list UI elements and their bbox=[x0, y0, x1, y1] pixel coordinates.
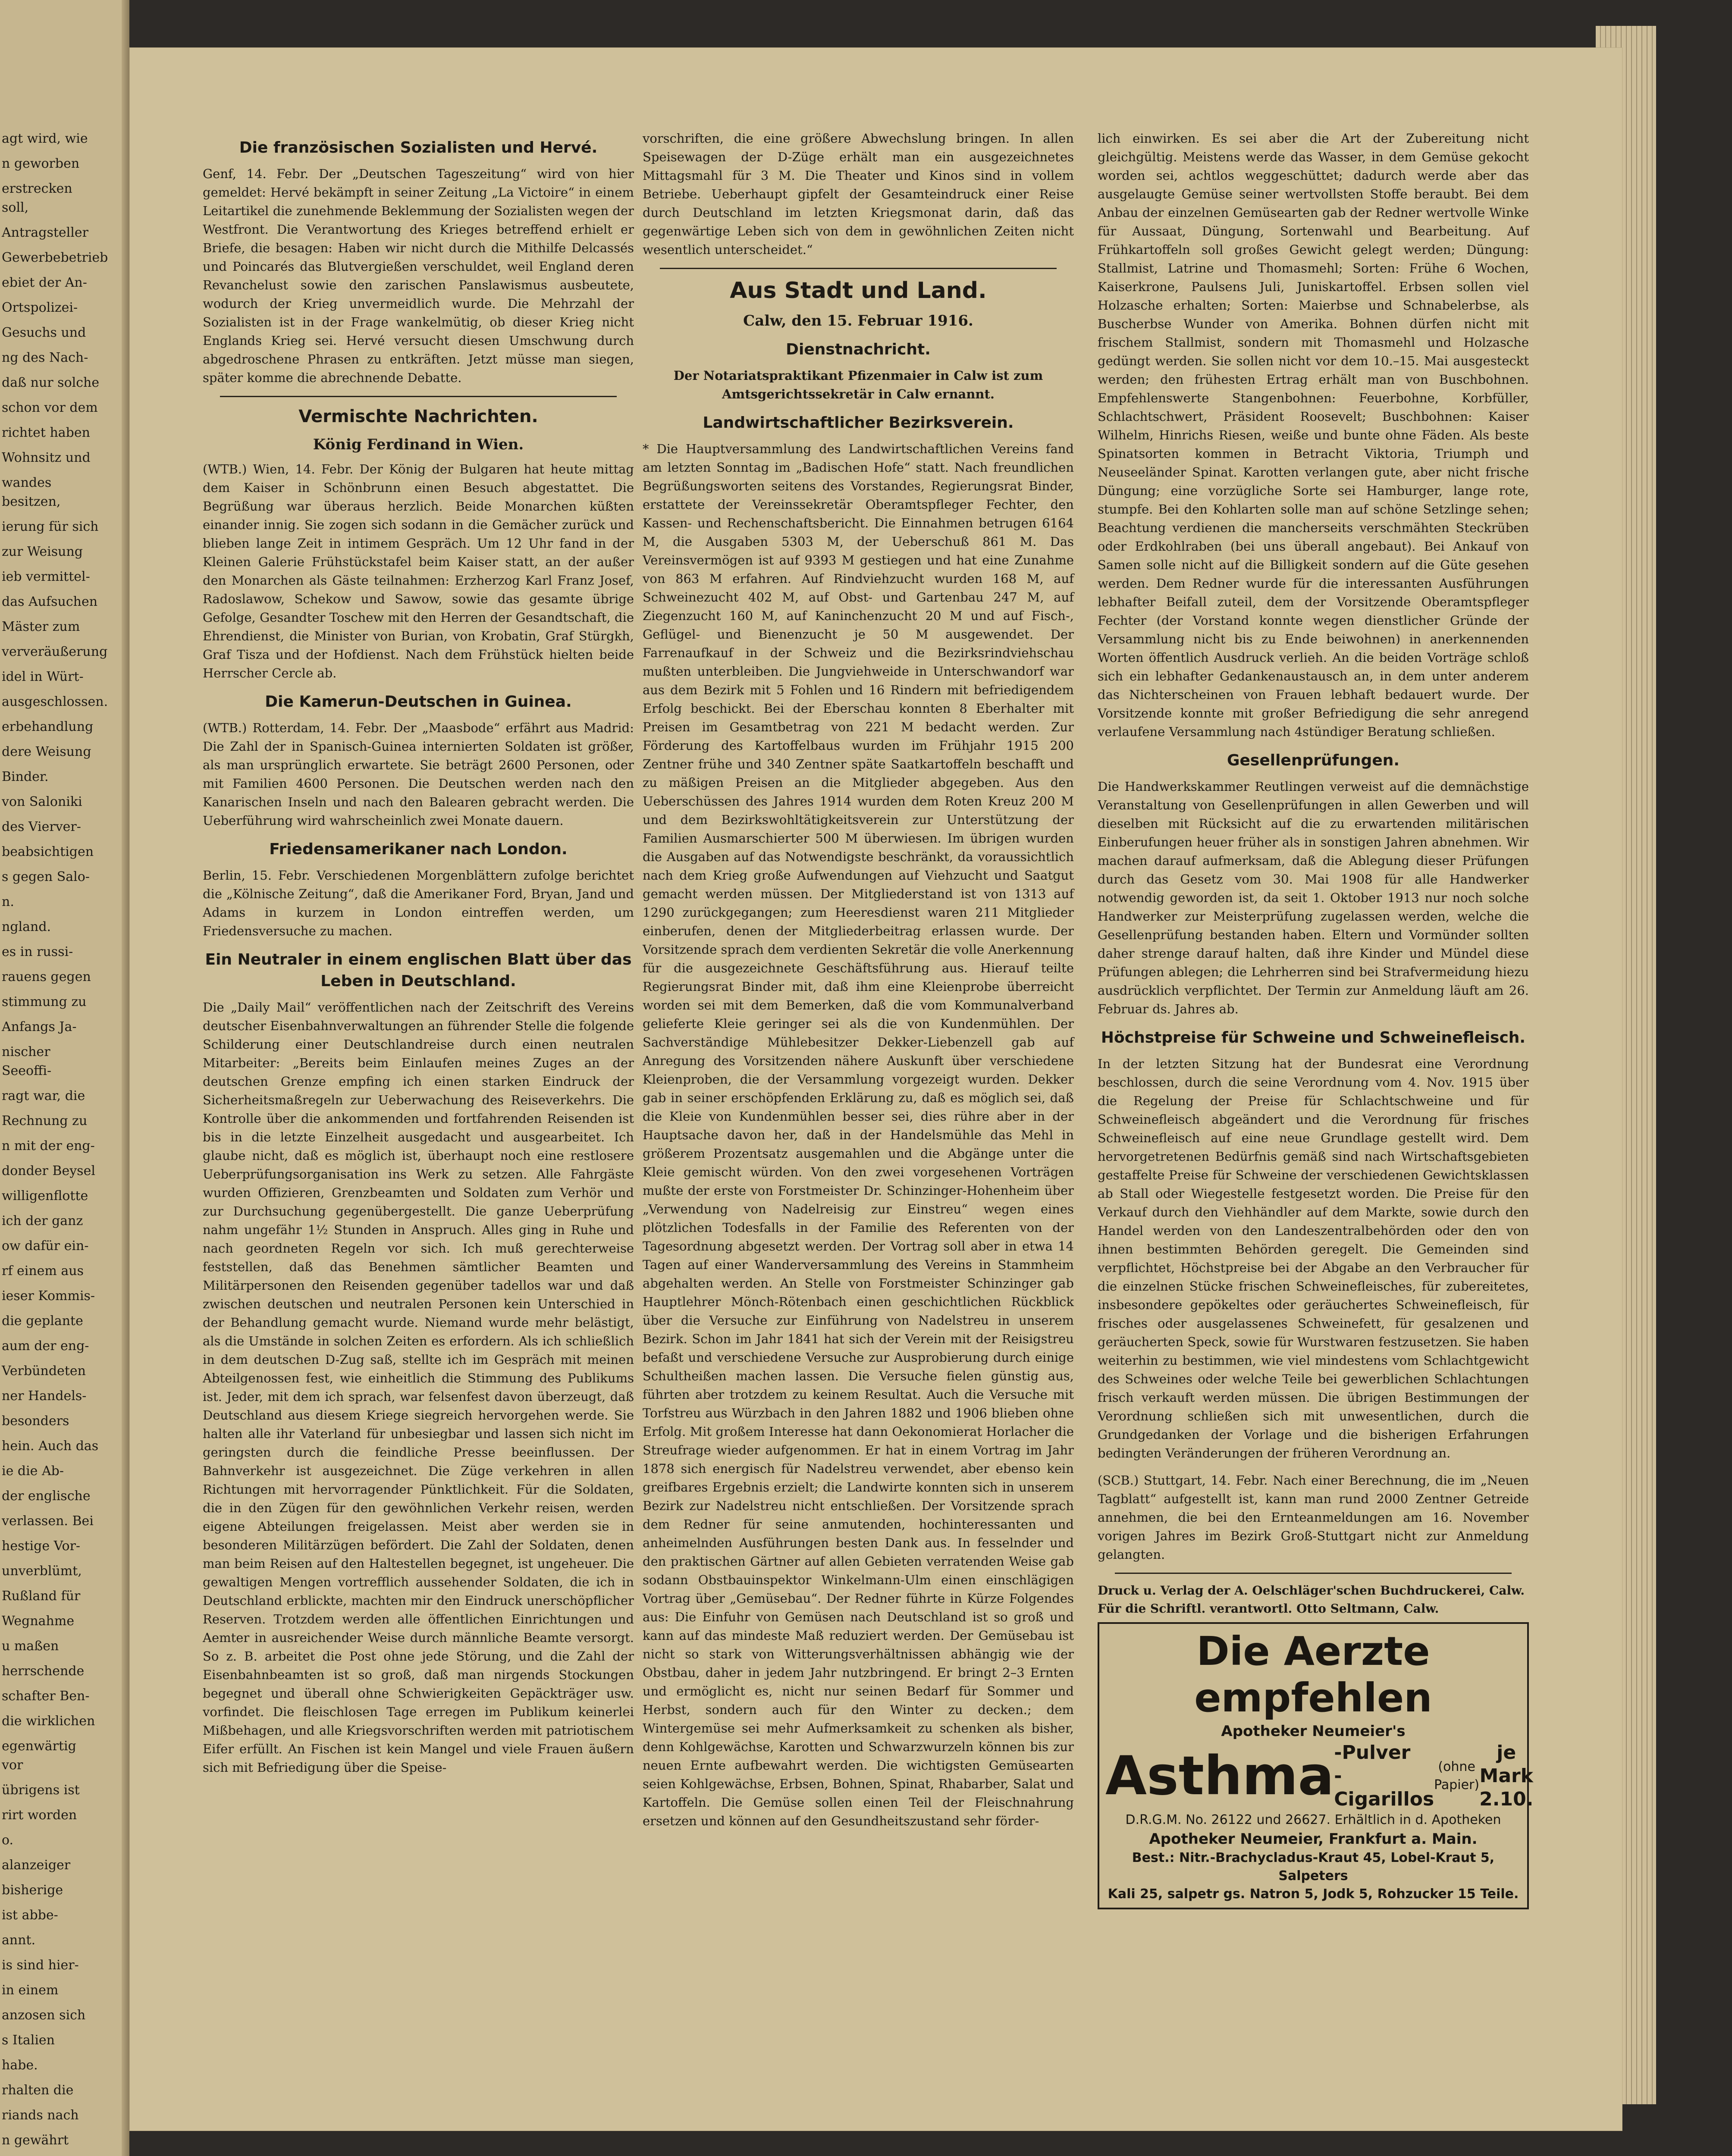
left-fragment-line: erstrecken soll, bbox=[2, 181, 72, 215]
ad-headline: Die Aerzte empfehlen bbox=[1194, 1628, 1432, 1721]
left-fragment-line: von Saloniki bbox=[2, 794, 82, 809]
left-fragment-line: herrschende bbox=[2, 1664, 85, 1679]
left-fragment-line: bisherige bbox=[2, 1883, 63, 1898]
headline-dienstnachricht: Dienstnachricht. bbox=[786, 341, 931, 358]
left-fragment-line: hein. Auch das bbox=[2, 1438, 99, 1454]
left-fragment-line: Rechnung zu bbox=[2, 1113, 88, 1128]
headline-neutraler: Ein Neutraler in einem englischen Blatt über das Leben in Deutschland. bbox=[205, 951, 632, 990]
ad-drgm: D.R.G.M. No. 26122 und 26627. Erhältlich in d. Apotheken bbox=[1125, 1812, 1501, 1827]
ad-asthma-word: Asthma bbox=[1105, 1745, 1334, 1807]
column-1 bbox=[203, 129, 634, 1786]
left-fragment-line: ngland. bbox=[2, 919, 51, 934]
left-fragment-line: es in russi- bbox=[2, 944, 73, 959]
left-fragment-line: n. bbox=[2, 894, 14, 909]
article-friedensamerikaner: Berlin, 15. Febr. Verschiedenen Morgenblättern zufolge berichtet die „Kölnische Zeitung“, daß die Amerikaner Ford, Bryan, Jand und Adams in kurzem in London eintreffen werden, um Friedensversuche zu machen. bbox=[203, 868, 634, 938]
headline-gesellenpruefungen: Gesellenprüfungen. bbox=[1227, 752, 1400, 769]
left-fragment-line: zur Weisung bbox=[2, 544, 83, 559]
divider bbox=[220, 396, 617, 397]
headline-kamerun: Die Kamerun-Deutschen in Guinea. bbox=[265, 693, 572, 711]
left-fragment-line: rhalten die bbox=[2, 2083, 74, 2098]
article-sozialisten: Genf, 14. Febr. Der „Deutschen Tageszeitung“ wird von hier gemeldet: Hervé bekämpft in seiner Zeitung „La Victoire“ in einem Leitartikel die zunehmende Beklemmung der Sozialisten wegen der Westfront. Die Verantwortung des Krieges betreffend erhielt er Briefe, die besagen: Haben wir nicht durch die Mithilfe Delcassés und Poincarés das Blutvergießen verschuldet, weil England deren Revanchelust sowie den zarischen Panslawismus ausbeutete, wodurch der Krieg unvermeidlich wurde. Die Mehrzahl der Sozialisten ist in der Frage wankelmütig, ob dieser Krieg nicht Englands Krieg sei. Hervé versucht diesen Umschwung durch abgedroschene Phrasen zu entkräften. Jetzt müsse man siegen, später komme die abrechnende Debatte. bbox=[203, 166, 634, 385]
left-fragment-line: ausgeschlossen. bbox=[2, 694, 108, 709]
divider bbox=[660, 268, 1057, 269]
left-fragment-line: alanzeiger bbox=[2, 1858, 71, 1873]
article-neutraler-continued: vorschriften, die eine größere Abwechslung bringen. In allen Speisewagen der D-Züge erhält man ein ausgezeichnetes Mittagsmahl für 3 M. Die Theater und Kinos sind in vollem Betriebe. Ueberhaupt gipfelt der Gesamteindruck einer Reise durch Deutschland im letzten Kriegsmonat darin, daß das gegenwärtige Leben sich von dem in gewöhnlichen Zeiten nicht wesentlich unterscheidet.“ bbox=[643, 131, 1074, 257]
ad-pulver: -Pulver bbox=[1334, 1742, 1411, 1764]
left-fragment-line: ierung für sich bbox=[2, 519, 99, 534]
left-fragment-line: Wegnahme bbox=[2, 1614, 75, 1629]
left-fragment-line: die wirklichen bbox=[2, 1714, 95, 1729]
left-fragment-line: in einem bbox=[2, 1983, 59, 1998]
article-ferdinand: (WTB.) Wien, 14. Febr. Der König der Bulgaren hat heute mittag dem Kaiser in Schönbrunn einen Besuch abgestattet. Die Begrüßung war überaus herzlich. Beide Monarchen küßten einander innig. Sie zogen sich sodann in die Gemächer zurück und blieben lange Zeit in intimem Gespräch. Um 12 Uhr fand in der Kleinen Galerie Frühstückstafel beim Kaiser statt, an der außer den Monarchen als Gäste teilnahmen: Erzherzog Karl Franz Josef, Radoslawow, Schekow und Sawow, sowie das gesamte übrige Gefolge, Gesandter Toschew mit den Herren der Gesandtschaft, die Ehrendienst, die Minister von Burian, von Krobatin, Graf Stürgkh, Graf Tisza und der Hofdienst. Nach dem Frühstück hielten beide Herrscher Cercle ab. bbox=[203, 462, 634, 680]
article-dienstnachricht: Der Notariatspraktikant Pfizenmaier in Calw ist zum Amtsgerichtssekretär in Calw ernannt. bbox=[673, 368, 1043, 401]
left-fragment-line: idel in Würt- bbox=[2, 669, 84, 684]
column-2 bbox=[643, 129, 1074, 1839]
left-fragment-line: is sind hier- bbox=[2, 1958, 79, 1973]
left-fragment-line: dere Weisung bbox=[2, 744, 91, 759]
left-fragment-line: unverblümt, bbox=[2, 1564, 82, 1579]
left-fragment-line: Ortspolizei- bbox=[2, 300, 78, 315]
ad-ingredients-1: Best.: Nitr.-Brachycladus-Kraut 45, Lobel-Kraut 5, Salpeters bbox=[1132, 1850, 1495, 1883]
article-neutraler: Die „Daily Mail“ veröffentlichen nach der Zeitschrift des Vereins deutscher Eisenbahnverwaltungen an führender Stelle die folgende Schilderung einer Deutschlandreise durch einen neutralen Mitarbeiter: „Bereits beim Einlaufen meines Zuges an der deutschen Grenze empfing ich einen starken Eindruck der Sicherheitsmaßregeln zur Ueberwachung des Reiseverkehrs. Die Kontrolle über die ankommenden und fortfahrenden Reisenden ist bis in die letzte Einzelheit ausgedacht und ausgearbeitet. Ich glaube nicht, daß es möglich ist, überhaupt noch eine restlosere Ueberprüfungsorganisation ins Werk zu setzen. Alle Fahrgäste wurden Offizieren, Grenzbeamten und Soldaten zum Verhör und zur Durchsuchung gegenübergestellt. Die ganze Ueberprüfung nahm ungefähr 1½ Stunden in Anspruch. Alles ging in Ruhe und nach geordneten Regeln vor sich. Ich muß gerechterweise feststellen, daß das Benehmen sämtlicher Beamten und Militärpersonen den Reisenden gegenüber tadellos war und daß zwischen deutschen und neutralen Personen kein Unterschied in der Behandlung gemacht wurde. Niemand wurde mehr belästigt, als die Umstände in solchen Zeiten es erfordern. Als ich schließlich in dem deutschen D-Zug saß, stellte ich im Gespräch mit meinen Abteilgenossen fest, wie einheitlich die Stimmung des Publikums ist. Jeder, mit dem ich sprach, war felsenfest davon überzeugt, daß Deutschland aus diesem Kriege siegreich hervorgehen werde. Sie halten alle ihr Vaterland für unbesiegbar und lassen sich nicht im geringsten durch die feindliche Presse beeinflussen. Der Bahnverkehr ist ausgezeichnet. Die Züge verkehren in allen Richtungen mit hervorragender Pünktlichkeit. Für die Soldaten, die in den Zügen für den gewöhnlichen Verkehr reisen, werden eigene Abteilungen freigelassen. Meist aber werden sie in besonderen Militärzügen befördert. Die Zahl der Soldaten, denen man beim Reisen auf den Haltestellen begegnet, ist ungeheuer. Die gewaltigen Mengen vortrefflich aussehender Soldaten, die ich in Deutschland erblickte, machten mir den Eindruck unerschöpflicher Reserven. Trotzdem werden alle öffentlichen Einrichtungen und Aemter in ausreichender Weise durch männliche Beamte versorgt. So z. B. arbeitet die Post ohne jede Störung, und die Zahl der Eisenbahnbeamten ist so groß, daß man nirgends Stockungen begegnet und überall ohne Schwierigkeiten Gepäckträger usw. vorfindet. Die fleischlosen Tage erregen im Publikum keinerlei Mißbehagen, und alle Kriegsvorschriften werden mit patriotischem Eifer erfüllt. An Fischen ist kein Mangel und viele Frauen äußern sich mit Befriedigung über die Speise- bbox=[203, 1000, 634, 1775]
left-fragment-line: n mit der eng- bbox=[2, 1138, 95, 1153]
left-fragment-line: ieb vermittel- bbox=[2, 569, 90, 584]
left-fragment-line: besonders bbox=[2, 1413, 69, 1429]
left-fragment-line: nischer Seeoffi- bbox=[2, 1044, 52, 1078]
left-fragment-line: ie die Ab- bbox=[2, 1463, 64, 1479]
left-fragment-line: ragt war, die bbox=[2, 1088, 85, 1103]
left-fragment-line: donder Beysel bbox=[2, 1163, 95, 1178]
headline-hoechstpreise: Höchstpreise für Schweine und Schweinefleisch. bbox=[1101, 1029, 1526, 1047]
left-fragment-line: Mäster zum bbox=[2, 619, 80, 634]
left-fragment-line: beabsichtigen bbox=[2, 844, 94, 859]
ad-cigarillos: -Cigarillos bbox=[1334, 1765, 1434, 1810]
article-kamerun: (WTB.) Rotterdam, 14. Febr. Der „Maasbode“ erfährt aus Madrid: Die Zahl der in Spanisch-Guinea internierten Soldaten ist größer, als man ursprünglich erwartete. Sie beträgt 2600 Personen, oder mit Familien 4600 Personen. Die Deutschen werden nach den Kanarischen Inseln und nach den Balearen gebracht werden. Die Ueberführung wird wahrscheinlich zwei Monate dauern. bbox=[203, 721, 634, 828]
article-hoechstpreise: In der letzten Sitzung hat der Bundesrat eine Verordnung beschlossen, durch die seine Verordnung vom 4. Nov. 1915 über die Regelung der Preise für Schlachtschweine und für Schweinefleisch abgeändert und die Verordnung für frisches Schweinefleisch auf eine neue Grundlage gestellt wird. Dem hervorgetretenen Bedürfnis gemäß sind nach Wirtschaftsgebieten gestaffelte Preise für Schweine der verschiedenen Gewichtsklassen ab Stall oder Wiegestelle festgesetzt worden. Die Preise für den Verkauf durch den Viehhändler auf dem Markte, sowie durch den Handel werden von den Landeszentralbehörden oder den von ihnen bestimmten Behörden geregelt. Die Gemeinden sind verpflichtet, Höchstpreise bei der Abgabe an den Verbraucher für die einzelnen Stücke frischen Schweinefleisches, für zubereitetes, insbesondere gepökeltes oder geräuchertes Schweinefleisch, für frisches oder ausgelassenes Schweinefett, für gesalzenen und geräucherten Speck, sowie für Wurstwaren festzusetzen. Sie haben weiterhin zu bestimmen, wie viel mindestens vom Schlachtgewicht des Schweines oder welche Teile bei gewerblichen Schlachtungen frisch verkauft werden müssen. Die übrigen Bestimmungen der Verordnung schließen sich mit unwesentlichen, durch die Grundgedanken der Vorlage und die bisherigen Erfahrungen bedingten Veränderungen der früheren Verordnung an. bbox=[1098, 1056, 1529, 1460]
left-fragment-line: stimmung zu bbox=[2, 994, 87, 1009]
left-fragment-line: ich der ganz bbox=[2, 1213, 83, 1228]
left-fragment-line: erbehandlung bbox=[2, 719, 94, 734]
left-fragment-line: n geworben bbox=[2, 156, 80, 171]
left-fragment-line: ist abbe- bbox=[2, 1908, 58, 1923]
ad-manufacturer: Apotheker Neumeier, Frankfurt a. Main. bbox=[1149, 1830, 1478, 1848]
article-gesellenpruefungen: Die Handwerkskammer Reutlingen verweist auf die demnächstige Veranstaltung von Gesellenprüfungen in allen Gewerben und will dieselben mit Rücksicht auf die zu erwartenden militärischen Einberufungen heuer früher als in sonstigen Jahren abnehmen. Wir machen darauf aufmerksam, daß die Ablegung dieser Prüfungen durch das Gesetz vom 30. Mai 1908 für alle Handwerker notwendig geworden ist, da seit 1. Oktober 1913 nur noch solche Handwerker zur Meisterprüfung zugelassen werden, welche die Gesellenprüfung bestanden haben. Eltern und Vormünder sollten daher strenge darauf halten, daß ihre Kinder und Mündel diese Prüfungen ablegen; die Lehrherren sind bei Strafvermeidung hiezu ausdrücklich verpflichtet. Der Termin zur Anmeldung läuft am 26. Februar ds. Jahres ab. bbox=[1098, 779, 1529, 1016]
left-fragment-line: der englische bbox=[2, 1489, 91, 1504]
left-fragment-line: ververäußerung bbox=[2, 644, 108, 659]
left-fragment-line: egenwärtig vor bbox=[2, 1739, 76, 1773]
divider bbox=[1115, 1573, 1512, 1574]
left-fragment-line: des Vierver- bbox=[2, 819, 81, 834]
column-3 bbox=[1098, 129, 1534, 1909]
left-fragment-line: ow dafür ein- bbox=[2, 1238, 89, 1253]
left-fragment-line: schon vor dem bbox=[2, 400, 98, 415]
left-fragment-line: Wohnsitz und bbox=[2, 450, 91, 465]
ad-je: je bbox=[1497, 1742, 1516, 1764]
left-fragment-line: die geplante bbox=[2, 1313, 83, 1329]
article-bezirksverein: * Die Hauptversammlung des Landwirtschaftlichen Vereins fand am letzten Sonntag im „Badischen Hofe“ statt. Nach freundlichen Begrüßungsworten seitens des Vorstandes, Regierungsrat Binder, erstattete der Vereinssekretär Oberamtspfleger Fechter, den Kassen- und Rechenschaftsbericht. Die Einnahmen betrugen 6164 M, die Ausgaben 5303 M, der Ueberschuß 861 M. Das Vereinsvermögen ist auf 9393 M gestiegen und hat eine Zunahme von 863 M erfahren. Auf Rindviehzucht wurden 168 M, auf Schweinezucht 402 M, auf Obst- und Gartenbau 247 M, auf Ziegenzucht 160 M, auf Kaninchenzucht 20 M und auf Fisch-, Geflügel- und Bienenzucht je 50 M ausgewendet. Der Farrenaufkauf in der Schweiz und die Bezirksrindviehschau mußten unterbleiben. Die Jungviehweide in Unterschwandorf war aus dem Bezirk mit 5 Fohlen und 16 Rindern mit befriedigendem Erfolg beschickt. Bei der Eberschau konnten 8 Eberhalter mit Preisen im Gesamtbetrag von 221 M bedacht werden. Zur Förderung des Kartoffelbaus wurden im Frühjahr 1915 200 Zentner frühe und 340 Zentner späte Saatkartoffeln beschafft und zu mäßigen Preisen an die Mitglieder abgegeben. Aus den Ueberschüssen des Jahres 1914 wurden dem Roten Kreuz 200 M und dem Bezirkswohltätigkeitsverein zur Unterstützung der Familien Ausmarschierter 500 M überwiesen. Im übrigen wurden die Ausgaben auf das Notwendigste beschränkt, da voraussichtlich nach dem Krieg große Aufwendungen auf Viehzucht und Saatgut gemacht werden müssen. Der Mitgliederstand ist von 1313 auf 1290 zurückgegangen; zum Heeresdienst waren 211 Mitglieder einberufen, denen der Mitgliederbeitrag erlassen wurde. Der Vorsitzende sprach dem verdienten Sekretär die volle Anerkennung für die ausgezeichnete Geschäftsführung aus. Hierauf teilte Regierungsrat Binder mit, daß ihm eine Kleienprobe überreicht worden sei mit dem Bemerken, daß die vom Kommunalverband gelieferte Kleie geringer sei als die von Kundenmühlen. Der Sachverständige Mühlebesitzer Dekker-Liebenzell gab auf Anregung des Vorsitzenden nähere Auskunft über verschiedene Kleienproben, die der Versammlung vorgezeigt wurden. Dekker gab in seiner erschöpfenden Erklärung zu, daß es möglich sei, daß die Kleie von Kundenmühlen besser sei, dies rühre aber in der Hauptsache davon her, daß in der Handelsmühle das Mehl in größerem Prozentsatz ausgemahlen und die Abgänge unter die Kleie gemischt würden. Von den zwei vorgesehenen Vorträgen mußte der erste von Forstmeister Dr. Schinzinger-Hohenheim über „Verwendung von Nadelreisig zur Einstreu“ wegen eines plötzlichen Todesfalls in der Familie des Referenten von der Tagesordnung abgesetzt werden. Der Vortrag soll aber in etwa 14 Tagen auf einer Wanderversammlung des Vereins in Stammheim abgehalten werden. An Stelle von Forstmeister Schinzinger gab Hauptlehrer Mönch-Rötenbach einen geschichtlichen Rückblick über die Versuche zur Einführung von Nadelstreu in unserem Bezirk. Schon im Jahr 1841 hat sich der Verein mit der Reisigstreu befaßt und verschiedene Versuche zur Ausprobierung durch einige Schultheißen machen lassen. Die Versuche fielen günstig aus, führten aber trotzdem zu keinem Resultat. Auch die Versuche mit Torfstreu aus Würzbach in den Jahren 1882 und 1906 blieben ohne Erfolg. Mit großem Interesse hat dann Oekonomierat Horlacher die Streufrage wieder aufgenommen. Er hat in einem Vortrag im Jahr 1878 sich energisch für Nadelstreu verwendet, aber ebenso kein greifbares Ergebnis erzielt; die Landwirte konnten sich in unserem Bezirk zur Nadelstreu nicht entschließen. Der Vorsitzende sprach dem Redner für seine anmutenden, hochinteressanten und anheimelnden Ausführungen besten Dank aus. In fesselnder und den praktischen Gärtner auf allen Gebieten verratenden Weise gab sodann Obstbauinspektor Winkelmann-Ulm einen einschlägigen Vortrag über „Gemüsebau“. Der Redner führte in Kürze Folgendes aus: Die Einfuhr von Gemüsen nach Deutschland ist so groß und kann auf das mindeste Maß reduziert werden. Der Gemüsebau ist nicht so stark von Witterungsverhältnissen abhängig wie der Obstbau, daher in jedem Jahr nutzbringend. Er bringt 2–3 Ernten und ermöglicht es, nicht nur seinen Bedarf für Sommer und Herbst, sondern auch für den Winter zu decken.; dem Wintergemüse sei mehr Aufmerksamkeit zu schenken als bisher, denn Kohlgewächse, Karotten und Schwarzwurzeln können bis zur neuen Ernte aufbewahrt werden. Die wichtigsten Gemüsearten seien Kohlgewächse, Erbsen, Bohnen, Spinat, Rhabarber, Salat und Kartoffeln. Die Gemüse sollen einen Teil der Fleischnahrung ersetzen und können auf den Gesundheitszustand sehr förder- bbox=[643, 442, 1074, 1828]
asthma-advertisement bbox=[1098, 1622, 1534, 1909]
ad-product-variants bbox=[1334, 1741, 1434, 1811]
left-fragment-line: willigenflotte bbox=[2, 1188, 88, 1203]
headline-sozialisten: Die französischen Sozialisten und Hervé. bbox=[239, 139, 598, 157]
left-fragment-line: Rußland für bbox=[2, 1589, 81, 1604]
left-fragment-line: ng des Nach- bbox=[2, 350, 88, 365]
left-fragment-line: richtet haben bbox=[2, 425, 90, 440]
headline-ferdinand: König Ferdinand in Wien. bbox=[313, 436, 524, 453]
dateline: Calw, den 15. Februar 1916. bbox=[743, 312, 973, 329]
left-fragment-line: habe. bbox=[2, 2058, 38, 2073]
left-fragment-line: n gewährt bbox=[2, 2133, 69, 2148]
left-fragment-line: o. bbox=[2, 1833, 14, 1848]
left-fragment-line: wandes besitzen, bbox=[2, 475, 61, 509]
left-fragment-line: Antragsteller bbox=[2, 225, 88, 240]
left-fragment-line: das Aufsuchen bbox=[2, 594, 98, 609]
left-fragment-line: anzosen sich bbox=[2, 2008, 86, 2023]
left-fragment-line: ner Handels- bbox=[2, 1388, 87, 1404]
section-vermischte: Vermischte Nachrichten. bbox=[298, 407, 538, 426]
imprint: Druck u. Verlag der A. Oelschläger'schen Buchdruckerei, Calw. Für die Schriftl. verantwortl. Otto Seltmann, Calw. bbox=[1098, 1583, 1525, 1616]
left-page-fragments bbox=[2, 129, 108, 2156]
left-fragment-line: Gesuchs und bbox=[2, 325, 86, 340]
left-page-edge bbox=[0, 0, 129, 2156]
article-stuttgart: (SCB.) Stuttgart, 14. Febr. Nach einer Berechnung, die im „Neuen Tagblatt“ aufgestellt ist, kann man rund 2000 Zentner Getreide annehmen, die bei den Ernteanmeldungen am 16. November vorigen Jahres im Bezirk Groß-Stuttgart nicht zur Anmeldung gelangten. bbox=[1098, 1473, 1529, 1562]
ad-price-block bbox=[1479, 1741, 1533, 1811]
left-fragment-line: verlassen. Bei bbox=[2, 1514, 94, 1529]
left-fragment-line: u maßen bbox=[2, 1639, 59, 1654]
left-fragment-line: Anfangs Ja- bbox=[2, 1019, 77, 1034]
left-fragment-line: Binder. bbox=[2, 769, 49, 784]
ad-maker-line: Apotheker Neumeier's bbox=[1221, 1723, 1406, 1740]
ad-price: Mark 2.10. bbox=[1479, 1765, 1534, 1810]
left-fragment-line: riands nach bbox=[2, 2108, 79, 2123]
left-fragment-line: rirt worden bbox=[2, 1808, 77, 1823]
left-fragment-line: Gewerbebetrieb bbox=[2, 250, 108, 265]
left-fragment-line: schafter Ben- bbox=[2, 1689, 90, 1704]
page-fold-shadow bbox=[122, 0, 129, 2156]
headline-bezirksverein: Landwirtschaftlicher Bezirksverein. bbox=[703, 414, 1014, 432]
ad-ohne-papier: (ohne Papier) bbox=[1434, 1759, 1480, 1792]
ad-ingredients-2: Kali 25, salpetr gs. Natron 5, Jodk 5, Rohzucker 15 Teile. bbox=[1108, 1887, 1519, 1902]
left-fragment-line: s Italien bbox=[2, 2033, 55, 2048]
left-fragment-line: annt. bbox=[2, 1933, 36, 1948]
left-fragment-line: ebiet der An- bbox=[2, 275, 87, 290]
left-fragment-line: hestige Vor- bbox=[2, 1539, 81, 1554]
section-stadt-und-land: Aus Stadt und Land. bbox=[730, 278, 987, 304]
left-fragment-line: übrigens ist bbox=[2, 1783, 80, 1798]
left-fragment-line: ieser Kommis- bbox=[2, 1288, 95, 1304]
left-fragment-line: s gegen Salo- bbox=[2, 869, 90, 884]
ad-product-row bbox=[1105, 1741, 1534, 1811]
left-fragment-line: daß nur solche bbox=[2, 375, 100, 390]
article-bezirksverein-continued: lich einwirken. Es sei aber die Art der Zubereitung nicht gleichgültig. Meistens werde das Wasser, in dem Gemüse gekocht worden sei, achtlos weggeschüttet; dadurch werde aber das ausgelaugte Gemüse seiner wertvollsten Stoffe beraubt. Bei dem Anbau der einzelnen Gemüsearten gab der Redner wertvolle Winke für Aussaat, Düngung, Sortenwahl und Bearbeitung. Auf Frühkartoffeln soll großes Gewicht gelegt werden; Düngung: Stallmist, Latrine und Thomasmehl; Sorten: Frühe 6 Wochen, Kaiserkrone, Paulsens Juli, Juniskartoffel. Erbsen sollen viel Holzasche erhalten; Sorten: Maierbse und Schnabelerbse, als Buscherbse Wunder von Amerika. Bohnen dürfen nicht mit frischem Stallmist, sondern mit Thomasmehl und Holzasche gedüngt werden. Sie sollen nicht vor dem 10.–15. Mai ausgesteckt werden; den frühesten Ertrag erhält man von Buschbohnen. Empfehlenswerte Stangenbohnen: Feuerbohne, Korbfüller, Schlachtschwert, Präsident Roosevelt; Buschbohnen: Kaiser Wilhelm, Hinrichs Riesen, weiße und bunte ohne Fäden. Als beste Spinatsorten kommen in Betracht Viktoria, Triumph und Neuseeländer Spinat. Karotten verlangen gute, aber nicht frische Düngung; eine vorzügliche Sorte sei Hamburger, lange rote, stumpfe. Bei den Kohlarten solle man auf schöne Setzlinge sehen; Beachtung verdienen die mancherseits verschmähten Steckrüben oder Erdkohlraben (bei uns überall angebaut). Bei Ankauf von Samen solle nicht auf die Billigkeit sondern auf die Güte gesehen werden. Dem Redner wurde für die interessanten Ausführungen lebhafter Beifall zuteil, dem der Vorsitzende Oberamtspfleger Fechter (der Vorstand konnte wegen dienstlicher Gründe der Versammlung nicht bis zu Ende beiwohnen) in anerkennenden Worten öffentlich Ausdruck verlieh. An die beiden Vorträge schloß sich ein lebhafter Gedankenaustausch an, in dem unter anderem das Nichterscheinen von Frauen lebhaft bedauert wurde. Der Vorsitzende konnte mit großer Befriedigung die sehr anregend verlaufene Versammlung nach 4stündiger Beratung schließen. bbox=[1098, 131, 1529, 739]
left-fragment-line: agt wird, wie bbox=[2, 131, 88, 146]
left-fragment-line: rf einem aus bbox=[2, 1263, 84, 1279]
left-fragment-line: Verbündeten bbox=[2, 1363, 86, 1379]
headline-friedensamerikaner: Friedensamerikaner nach London. bbox=[269, 840, 568, 858]
left-fragment-line: aum der eng- bbox=[2, 1338, 89, 1354]
left-fragment-line: rauens gegen bbox=[2, 969, 91, 984]
